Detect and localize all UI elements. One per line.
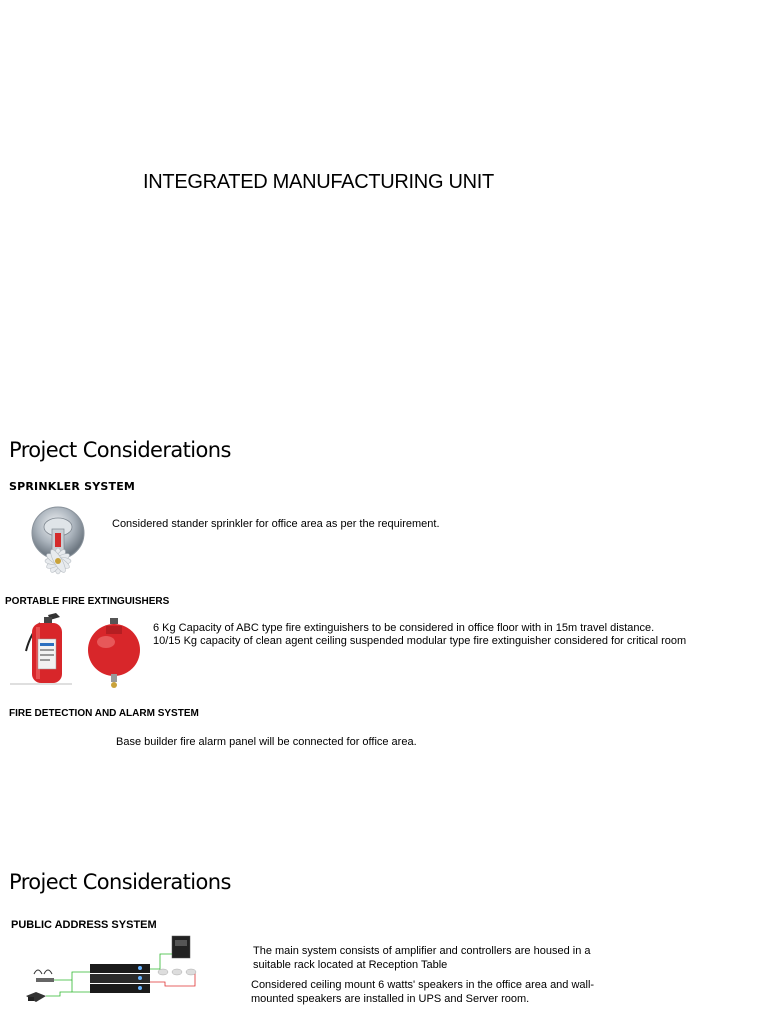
pa-text-1: The main system consists of amplifier and controllers are housed in a suitable rack located at Reception Table — [253, 945, 591, 971]
pa-text-2: Considered ceiling mount 6 watts' speakers in the office area and wall-mounted speakers are installed in UPS and Server room. — [251, 979, 595, 1005]
sprinkler-text: Considered stander sprinkler for office area as per the requirement. — [112, 518, 440, 530]
section-heading: Project Considerations — [9, 438, 231, 462]
extinguishers-label: PORTABLE FIRE EXTINGUISHERS — [5, 596, 170, 607]
ceiling-extinguisher-icon — [84, 616, 146, 690]
alarm-label: FIRE DETECTION AND ALARM SYSTEM — [9, 708, 199, 719]
slide-title: INTEGRATED MANUFACTURING UNIT — [143, 171, 494, 193]
portable-extinguisher-icon — [10, 611, 72, 685]
sprinkler-label: SPRINKLER SYSTEM — [9, 480, 136, 493]
alarm-text: Base builder fire alarm panel will be connected for office area. — [116, 736, 417, 748]
pa-system-diagram — [20, 934, 202, 1010]
extinguisher-line-2: 10/15 Kg capacity of clean agent ceiling suspended modular type fire extinguisher considered for critical room — [153, 635, 687, 647]
section-heading-2: Project Considerations — [9, 870, 231, 894]
pa-label: PUBLIC ADDRESS SYSTEM — [11, 919, 157, 931]
sprinkler-icon — [24, 505, 94, 579]
extinguisher-line-1: 6 Kg Capacity of ABC type fire extinguishers to be considered in office floor with in 15m travel distance. — [153, 622, 655, 634]
